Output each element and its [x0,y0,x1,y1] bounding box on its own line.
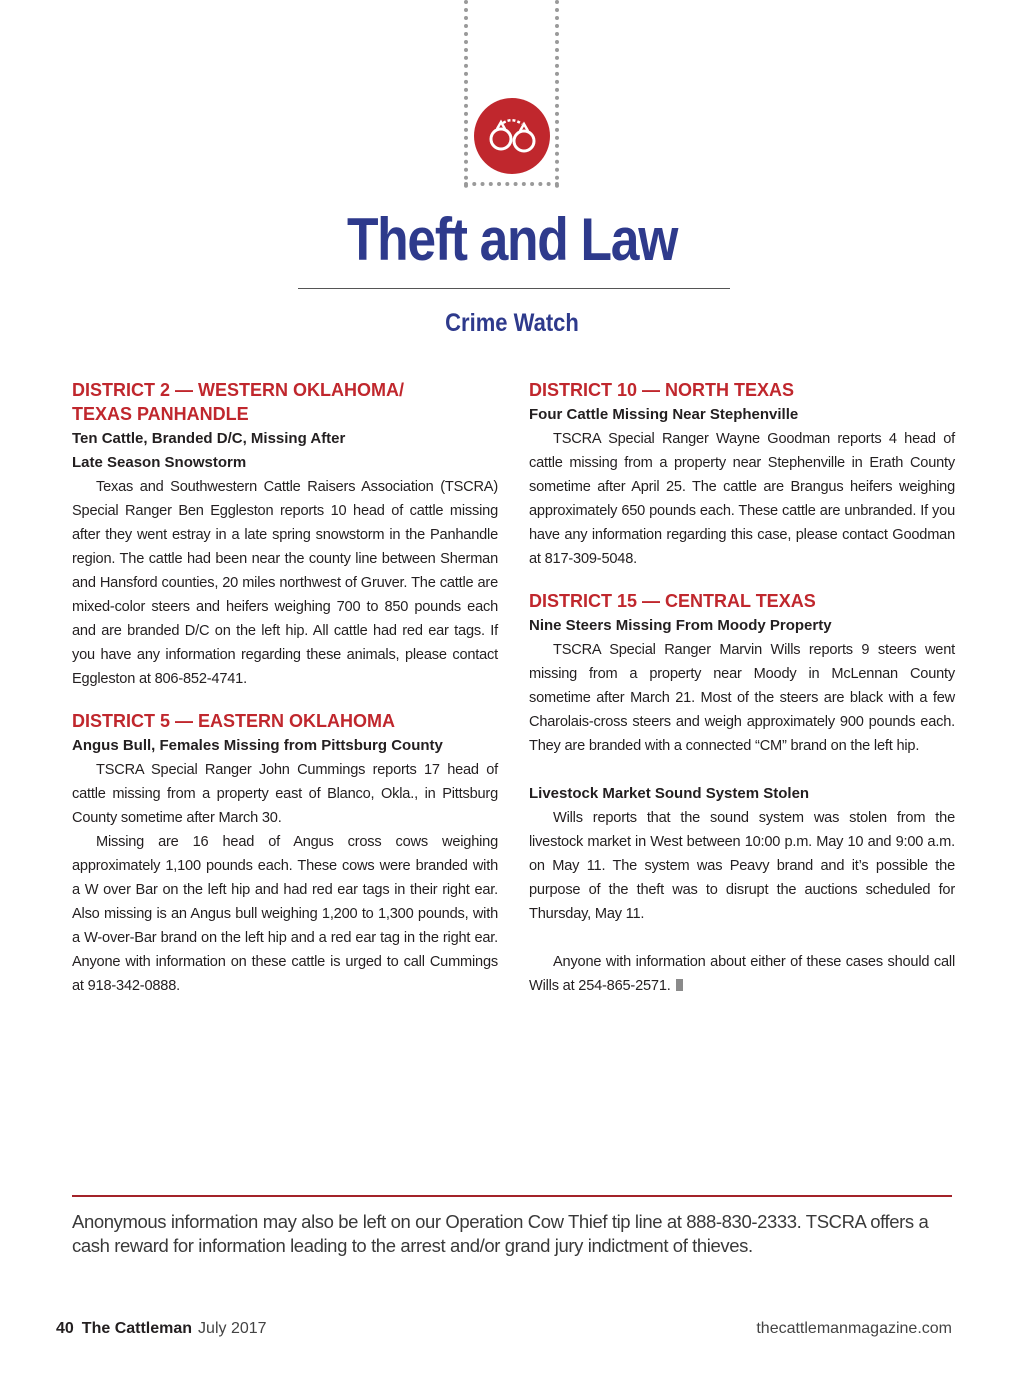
left-column [72,378,498,998]
page-title: Theft and Law [346,206,678,273]
article-body: Wills reports that the sound system was stolen from the livestock market in West between 10:00 p.m. May 10 and 9:00 a.m. on May 11. The system was Peavy brand and it’s possible the purpose of the theft was to disrupt the auctions scheduled for Thursday, May 11. [529,810,955,922]
case-title [72,427,498,475]
website-url: thecattlemanmagazine.com [756,1320,952,1337]
district-heading [72,378,498,426]
district-heading: DISTRICT 5 — EASTERN OKLAHOMA [72,711,396,731]
magazine-name: The Cattleman [81,1320,193,1337]
case-title: Four Cattle Missing Near Stephenville [529,406,799,423]
article-body: Texas and Southwestern Cattle Raisers Association (TSCRA) Special Ranger Ben Eggleston reports 10 head of cattle missing after they went estray in a late spring snowstorm in the Panhandle region. The cattle had been near the county line between Sherman and Hansford counties, 20 miles northwest of Gruver. The cattle are mixed-color steers and heifers weighing 700 to 850 pounds each and are branded D/C on the left hip. All cattle had red ear tags. If you have any information regarding these animals, please contact Eggleston at 806-852-4741. [72,479,498,687]
section-subtitle: Crime Watch [445,309,579,337]
case-title-line2: Late Season Snowstorm [72,454,247,471]
district-heading: DISTRICT 15 — CENTRAL TEXAS [529,591,816,611]
right-column [529,378,955,998]
handcuffs-icon [487,115,537,157]
issue-date: July 2017 [198,1320,267,1337]
article-body: TSCRA Special Ranger Marvin Wills reports 9 steers went missing from a property near Moody in McLennan County sometime after March 21. Most of the steers are black with a few Charolais-cross steers and weigh approximately 900 pounds each. They are branded with a connected “CM” brand on the left hip. [529,642,955,754]
tip-line-notice: Anonymous information may also be left on our Operation Cow Thief tip line at 888-830-2333. TSCRA offers a cash reward for information leading to the arrest and/or grand jury indictment of thieves. [72,1211,929,1256]
closing-text: Anyone with information about either of these cases should call Wills at 254-865-2571. [529,954,955,994]
case-title-line1: Ten Cattle, Branded D/C, Missing After [72,430,346,447]
article-body: TSCRA Special Ranger Wayne Goodman reports 4 head of cattle missing from a property near Stephenville in Erath County sometime after April 25. The cattle are Brangus heifers weighing approximately 650 pounds each. These cattle are unbranded. If you have any information regarding this case, please contact Goodman at 817-309-5048. [529,431,955,567]
article-body: Missing are 16 head of Angus cross cows weighing approximately 1,100 pounds each. These cows were branded with a W over Bar on the left hip and had red ear tags in their right ear. Also missing is an Angus bull weighing 1,200 to 1,300 pounds, with a W-over-Bar brand on the left hip and a red ear tag in the right ear. Anyone with information on these cattle is urged to call Cummings at 918-342-0888. [72,834,498,994]
article-body: TSCRA Special Ranger John Cummings reports 17 head of cattle missing from a property east of Blanco, Okla., in Pittsburg County sometime after March 30. [72,762,498,826]
district-heading-line2: TEXAS PANHANDLE [72,404,249,424]
district-heading-line1: DISTRICT 2 — WESTERN OKLAHOMA/ [72,380,404,400]
page-number: 40 [56,1320,74,1337]
footer-divider [72,1195,952,1197]
section-badge [474,98,550,174]
closing-paragraph [529,950,955,998]
case-title: Angus Bull, Females Missing from Pittsburg County [72,737,443,754]
decorative-dotted-frame-left [464,0,468,188]
end-mark-icon [676,979,683,991]
title-divider [298,288,730,289]
case-title: Nine Steers Missing From Moody Property [529,617,832,634]
folio [56,1320,267,1338]
district-2-article [72,378,498,691]
district-5-article [72,709,498,998]
district-10-article [529,378,955,571]
case-title: Livestock Market Sound System Stolen [529,785,810,802]
decorative-dotted-frame-right [555,0,559,188]
district-15-article [529,589,955,998]
district-heading: DISTRICT 10 — NORTH TEXAS [529,380,795,400]
decorative-dotted-frame-bottom [464,182,559,186]
